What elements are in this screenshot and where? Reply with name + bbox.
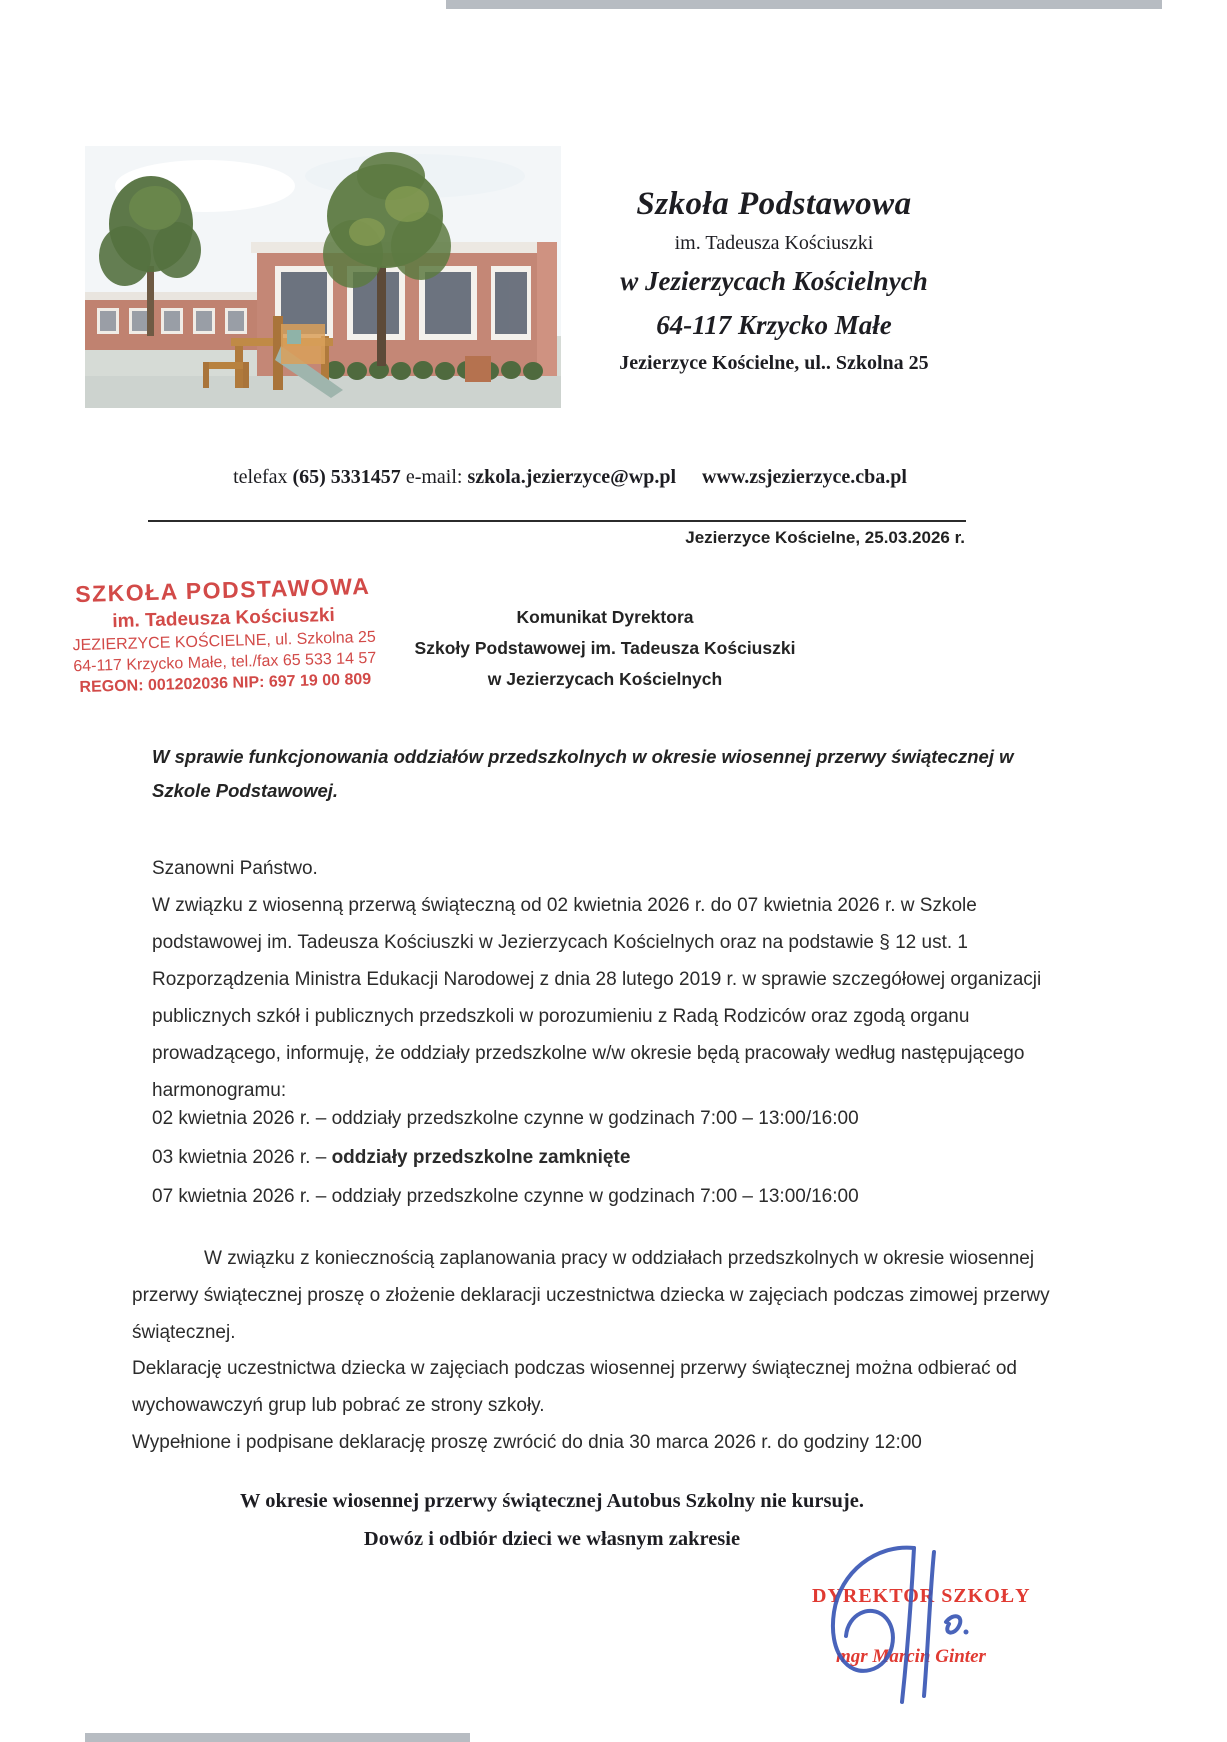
- letterhead-postal: 64-117 Krzycko Małe: [656, 310, 892, 340]
- schedule-status: oddziały przedszkolne zamknięte: [331, 1147, 631, 1168]
- email-address: szkola.jezierzyce@wp.pl: [467, 466, 676, 488]
- telefax-label: telefax: [233, 466, 293, 488]
- title-line-2: Szkoły Podstawowej im. Tadeusza Kościuszki: [414, 638, 796, 658]
- stamp-school-name: SZKOŁA PODSTAWOWA: [74, 572, 371, 608]
- title-line-1: Komunikat Dyrektora: [516, 607, 694, 627]
- telefax-number: (65) 5331457: [292, 466, 401, 488]
- stamp-regon-nip: REGON: 001202036 NIP: 697 19 00 809: [79, 670, 372, 696]
- signature-name-stamp: mgr Marcin Ginter: [836, 1646, 986, 1667]
- letterhead-patron: im. Tadeusza Kościuszki: [674, 232, 874, 254]
- schedule-list: [152, 1106, 1068, 1223]
- subject-line: W sprawie funkcjonowania oddziałów przedszkolnych w okresie wiosennej przerwy świątecznej w Szkole Podstawowej.: [152, 746, 1014, 801]
- signature-ink: [796, 1538, 1006, 1708]
- bus-notice-line-2: Dowóz i odbiór dzieci we własnym zakresie: [363, 1528, 741, 1550]
- scan-artifact-top: [446, 0, 1162, 9]
- bus-notice: [92, 1490, 1012, 1551]
- email-label: e-mail:: [400, 466, 468, 488]
- stamp-patron: im. Tadeusza Kościuszki: [112, 604, 336, 632]
- scan-artifact-bottom: [85, 1733, 470, 1742]
- schedule-status: oddziały przedszkolne czynne w godzinach 7:00 – 13:00/16:00: [331, 1186, 859, 1207]
- divider-rule: [148, 520, 966, 522]
- paragraph-declaration-pickup: Deklarację uczestnictwa dziecka w zajęciach podczas wiosennej przerwy świątecznej można odbierać od wychowawczyń grup lub pobrać ze strony szkoły.: [132, 1358, 1017, 1416]
- schedule-status: oddziały przedszkolne czynne w godzinach 7:00 – 13:00/16:00: [331, 1108, 859, 1129]
- letterhead-street: Jezierzyce Kościelne, ul.. Szkolna 25: [619, 352, 929, 374]
- stamp-phone: 64-117 Krzycko Małe, tel./fax 65 533 14 57: [73, 649, 377, 675]
- paragraph-declaration-request: W związku z koniecznością zaplanowania pracy w oddziałach przedszkolnych w okresie wiosennej przerwy świątecznej proszę o złożenie deklaracji uczestnictwa dziecka w zajęciach podczas zimowej przerwy świątecznej.: [132, 1248, 1050, 1343]
- website-address: www.zsjezierzyce.cba.pl: [702, 466, 907, 488]
- schedule-row: [152, 1145, 1068, 1171]
- letterhead: [548, 186, 1000, 375]
- letterhead-location: w Jezierzycach Kościelnych: [620, 266, 928, 296]
- letterhead-school-name: Szkoła Podstawowa: [636, 186, 912, 222]
- title-line-3: w Jezierzycach Kościelnych: [487, 669, 723, 689]
- contact-line: [20, 466, 1120, 489]
- signature-role-stamp: DYREKTOR SZKOŁY: [812, 1585, 1031, 1607]
- school-building-illustration: [85, 146, 561, 408]
- paragraph-legal-basis: W związku z wiosenną przerwą świąteczną od 02 kwietnia 2026 r. do 07 kwietnia 2026 r. w Szkole podstawowej im. Tadeusza Kościuszki w Jezierzycach Kościelnych oraz na podstawie § 12 ust. 1 Rozporządzenia Ministra Edukacji Narodowej z dnia 28 lutego 2019 r. w sprawie szczegółowej organizacji publicznych szkół i publicznych przedszkoli w porozumieniu z Radą Rodziców oraz zgodą organu prowadzącego, informuję, że oddziały przedszkolne w/w okresie będą pracowały według następującego harmonogramu:: [152, 895, 1042, 1101]
- document-title: [358, 602, 852, 695]
- schedule-date: 07 kwietnia 2026 r. –: [152, 1186, 332, 1207]
- schedule-date: 02 kwietnia 2026 r. –: [152, 1108, 332, 1129]
- place-and-date: Jezierzyce Kościelne, 25.03.2026 r.: [685, 528, 965, 547]
- schedule-row: [152, 1184, 1068, 1210]
- stamp-address: JEZIERZYCE KOŚCIELNE, ul. Szkolna 25: [72, 628, 376, 654]
- schedule-date: 03 kwietnia 2026 r. –: [152, 1147, 332, 1168]
- schedule-row: [152, 1106, 1068, 1132]
- salutation: Szanowni Państwo.: [152, 858, 318, 879]
- bus-notice-line-1: W okresie wiosennej przerwy świątecznej Autobus Szkolny nie kursuje.: [240, 1490, 864, 1512]
- school-photo: [85, 146, 561, 408]
- paragraph-return-deadline: Wypełnione i podpisane deklarację proszę zwrócić do dnia 30 marca 2026 r. do godziny 12:00: [132, 1432, 922, 1453]
